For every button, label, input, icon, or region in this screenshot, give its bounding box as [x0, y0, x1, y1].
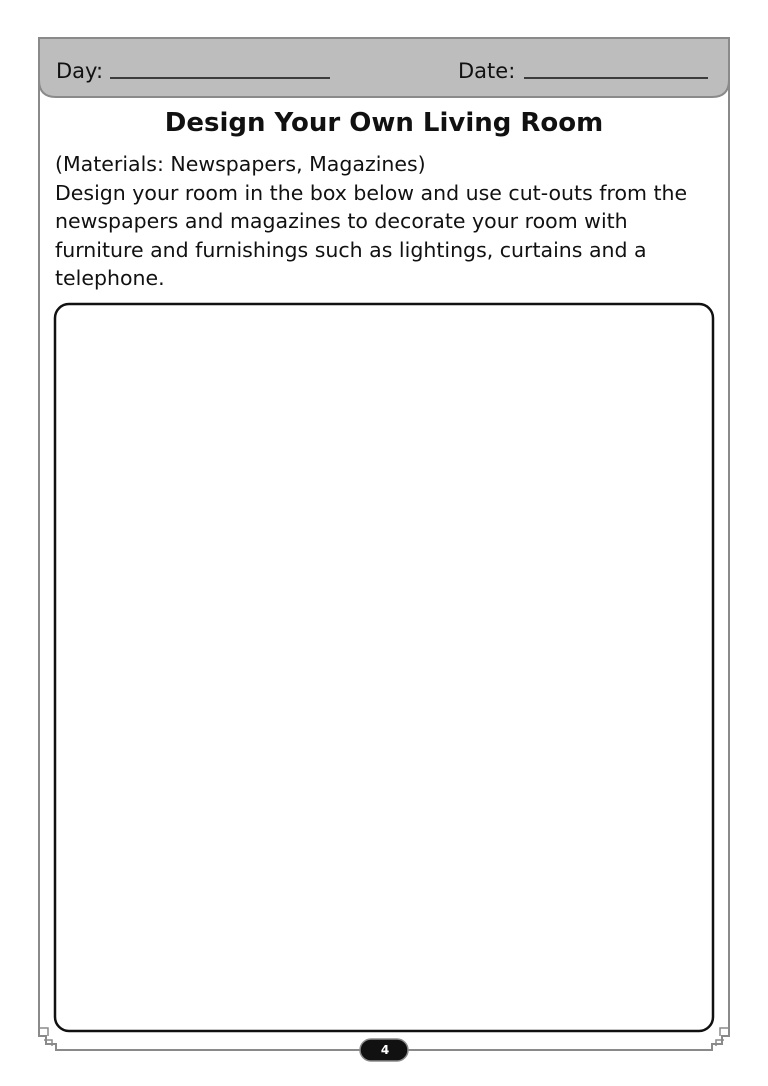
page-title: Design Your Own Living Room — [164, 108, 604, 138]
date-label: Date: — [458, 59, 516, 83]
instructions — [55, 150, 715, 293]
materials-line: (Materials: Newspapers, Magazines) — [55, 152, 426, 176]
design-box[interactable] — [55, 304, 713, 1031]
instructions-body: Design your room in the box below and use cut-outs from the newspapers and magazines to decorate your room with furniture and furnishings such as lightings, curtains and a telephone. — [55, 180, 688, 290]
page-number: 4 — [380, 1043, 390, 1057]
header-band — [39, 38, 729, 97]
day-label: Day: — [56, 59, 104, 83]
